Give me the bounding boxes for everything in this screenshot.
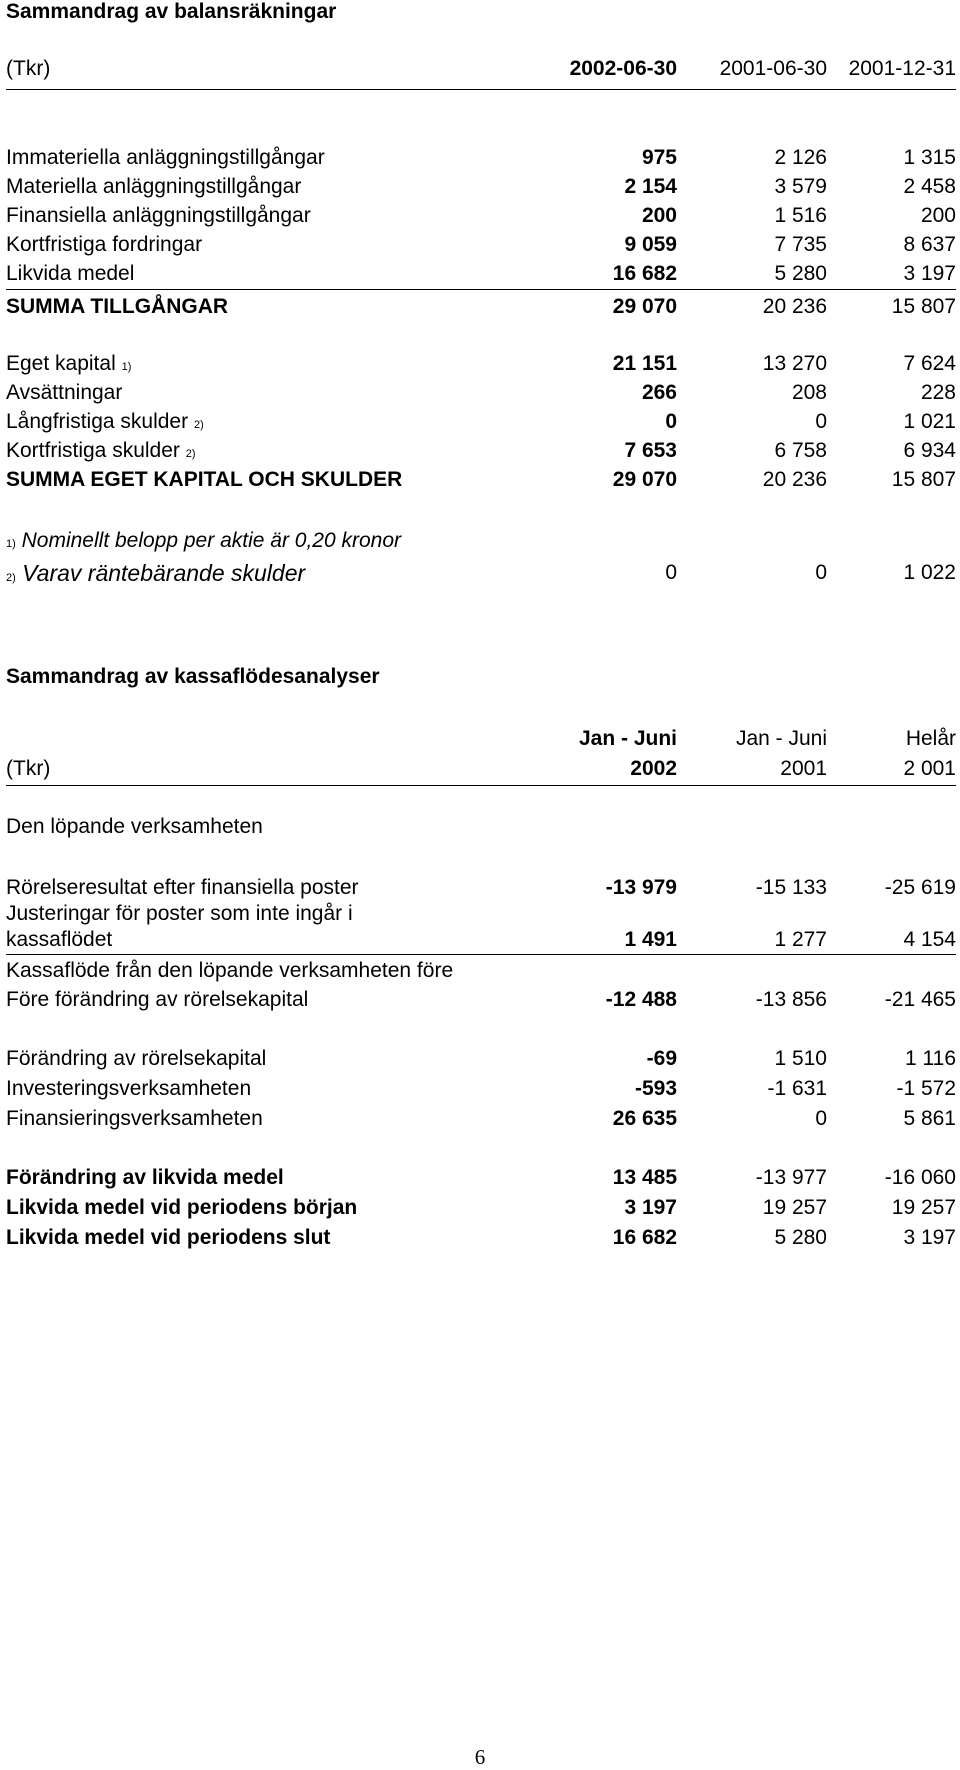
table-row <box>6 437 956 465</box>
footnote-2 <box>6 559 956 587</box>
value-2001-06: 3 579 <box>774 175 827 198</box>
value-2001-12: 1 022 <box>903 561 956 584</box>
row-label: Förändring av rörelsekapital <box>6 1047 267 1070</box>
value-2002: 16 682 <box>612 1226 677 1249</box>
row-label: Materiella anläggningstillgångar <box>6 175 302 198</box>
section-heading <box>6 813 956 841</box>
table-row <box>6 1105 956 1133</box>
footnote-mark: 1) <box>121 361 132 373</box>
balance-title: Sammandrag av balansräkningar <box>6 0 337 23</box>
value-full-year: -21 465 <box>884 988 956 1011</box>
footnote-body: Nominellt belopp per aktie är 0,20 kronor <box>21 529 401 552</box>
value-2001-06: 1 516 <box>774 204 827 227</box>
value-2001-06: 2 126 <box>774 146 827 169</box>
value-2001-06: 20 236 <box>762 295 827 318</box>
value-2002: 13 485 <box>612 1166 677 1189</box>
value-2001-12: 15 807 <box>891 468 956 491</box>
value-2001: 0 <box>815 1107 827 1130</box>
value-2002: 29 070 <box>612 295 677 318</box>
row-label: Investeringsverksamheten <box>6 1077 252 1100</box>
value-2002: 3 197 <box>624 1196 677 1219</box>
column-header-2001-06-30: 2001-06-30 <box>719 57 827 80</box>
value-2002: 0 <box>665 561 677 584</box>
header-rule <box>6 89 956 90</box>
cashflow-year-header <box>6 755 956 783</box>
value-2001-12: 1 021 <box>903 410 956 433</box>
footnote-mark: 2) <box>185 448 196 460</box>
table-row <box>6 408 956 436</box>
value-full-year: -1 572 <box>896 1077 956 1100</box>
table-row <box>6 986 956 1014</box>
value-2002: 7 653 <box>624 439 677 462</box>
year-header-1: 2002 <box>630 757 677 780</box>
balance-header <box>6 55 956 83</box>
row-label-text: Kortfristiga skulder <box>6 439 180 462</box>
footnote-mark: 2) <box>6 572 16 584</box>
row-label: Likvida medel vid periodens slut <box>6 1226 331 1249</box>
value-2002: 975 <box>641 146 677 169</box>
value-2001-06: 5 280 <box>774 262 827 285</box>
value-2001-12: 15 807 <box>891 295 956 318</box>
value-2002: 9 059 <box>624 233 677 256</box>
table-row <box>6 350 956 378</box>
value-full-year: 3 197 <box>903 1226 956 1249</box>
cashflow-period-header <box>6 725 956 753</box>
row-label: Finansiella anläggningstillgångar <box>6 204 311 227</box>
footnote-text <box>6 559 305 592</box>
value-2002: 21 151 <box>612 352 677 375</box>
table-row <box>6 144 956 172</box>
value-2001: 5 280 <box>774 1226 827 1249</box>
year-header-2: 2001 <box>780 757 827 780</box>
value-2002: 0 <box>665 410 677 433</box>
value-2001-06: 0 <box>815 410 827 433</box>
value-2002: 266 <box>641 381 677 404</box>
table-row <box>6 1045 956 1073</box>
table-row <box>6 379 956 407</box>
value-2001: 19 257 <box>762 1196 827 1219</box>
table-row <box>6 202 956 230</box>
row-label: Kortfristiga fordringar <box>6 233 203 256</box>
value-2001: -13 856 <box>755 988 827 1011</box>
period-header-3: Helår <box>905 727 956 750</box>
value-full-year: 5 861 <box>903 1107 956 1130</box>
value-2002: -593 <box>634 1077 677 1100</box>
value-2001-12: 200 <box>920 204 956 227</box>
column-header-2002-06-30: 2002-06-30 <box>569 57 677 80</box>
total-row <box>6 1224 956 1252</box>
value-2001: -13 977 <box>755 1166 827 1189</box>
value-2001-12: 7 624 <box>903 352 956 375</box>
value-2002: -69 <box>646 1047 677 1070</box>
header-rule <box>6 785 956 786</box>
period-header-1: Jan - Juni <box>578 727 677 750</box>
value-2002: 29 070 <box>612 468 677 491</box>
row-label: Rörelseresultat efter finansiella poster <box>6 876 359 899</box>
value-2001-06: 13 270 <box>762 352 827 375</box>
row-label: Före förändring av rörelsekapital <box>6 988 309 1011</box>
value-2001-06: 0 <box>815 561 827 584</box>
footnote-mark: 2) <box>193 419 204 431</box>
row-label: Likvida medel vid periodens början <box>6 1196 358 1219</box>
row-label <box>6 408 204 439</box>
value-2002: 16 682 <box>612 262 677 285</box>
value-2001: -15 133 <box>755 876 827 899</box>
row-label-continuation <box>6 957 956 985</box>
row-label <box>6 350 131 381</box>
row-label: Förändring av likvida medel <box>6 1166 284 1189</box>
row-label-text: Eget kapital <box>6 352 116 375</box>
value-2001-12: 1 315 <box>903 146 956 169</box>
row-label-line1: Justeringar för poster som inte ingår i <box>6 902 353 925</box>
value-2001-06: 7 735 <box>774 233 827 256</box>
row-label-continuation <box>6 900 956 928</box>
row-label-text: Långfristiga skulder <box>6 410 189 433</box>
value-full-year: -25 619 <box>884 876 956 899</box>
row-label: Finansieringsverksamheten <box>6 1107 263 1130</box>
value-2001-06: 6 758 <box>774 439 827 462</box>
value-2001-06: 20 236 <box>762 468 827 491</box>
footnote-body: Varav räntebärande skulder <box>22 560 306 586</box>
table-row <box>6 1075 956 1103</box>
total-row <box>6 466 956 494</box>
table-row <box>6 260 956 288</box>
column-header-2001-12-31: 2001-12-31 <box>848 57 956 80</box>
value-full-year: 19 257 <box>891 1196 956 1219</box>
total-row <box>6 1164 956 1192</box>
value-full-year: 1 116 <box>905 1047 956 1070</box>
value-2001-12: 2 458 <box>903 175 956 198</box>
value-2002: 1 491 <box>624 928 677 951</box>
table-row <box>6 173 956 201</box>
value-2001: 1 510 <box>774 1047 827 1070</box>
period-header-2: Jan - Juni <box>735 727 827 750</box>
unit-label: (Tkr) <box>6 57 51 80</box>
value-2001-06: 208 <box>791 381 827 404</box>
cashflow-title: Sammandrag av kassaflödesanalyser <box>6 665 380 688</box>
value-2002: -13 979 <box>605 876 677 899</box>
value-2002: 26 635 <box>612 1107 677 1130</box>
table-row <box>6 874 956 902</box>
value-2001: -1 631 <box>767 1077 827 1100</box>
row-label-line1: Kassaflöde från den löpande verksamheten före <box>6 959 454 982</box>
total-row <box>6 293 956 321</box>
year-header-3: 2 001 <box>903 757 956 780</box>
value-2001-12: 8 637 <box>903 233 956 256</box>
value-2001: 1 277 <box>774 928 827 951</box>
row-label: kassaflödet <box>6 928 113 951</box>
row-label: SUMMA TILLGÅNGAR <box>6 295 229 318</box>
row-label: Immateriella anläggningstillgångar <box>6 146 325 169</box>
section-label: Den löpande verksamheten <box>6 815 263 838</box>
row-label: Likvida medel <box>6 262 135 285</box>
unit-label: (Tkr) <box>6 757 51 780</box>
footnote-text <box>6 527 401 558</box>
value-2001-12: 228 <box>920 381 956 404</box>
total-row <box>6 1194 956 1222</box>
value-2001-12: 6 934 <box>903 439 956 462</box>
page-number: 6 <box>474 1745 486 1769</box>
row-label: SUMMA EGET KAPITAL OCH SKULDER <box>6 468 403 491</box>
value-full-year: 4 154 <box>903 928 956 951</box>
footnote-mark: 1) <box>6 538 16 550</box>
subtotal-rule <box>6 289 956 290</box>
footnote-1 <box>6 527 956 555</box>
value-2001-12: 3 197 <box>903 262 956 285</box>
row-label <box>6 437 196 468</box>
row-label: Avsättningar <box>6 381 123 404</box>
value-2002: -12 488 <box>605 988 677 1011</box>
value-full-year: -16 060 <box>884 1166 956 1189</box>
value-2002: 200 <box>641 204 677 227</box>
table-row <box>6 231 956 259</box>
value-2002: 2 154 <box>624 175 677 198</box>
table-row <box>6 926 956 954</box>
row-rule <box>6 954 956 955</box>
